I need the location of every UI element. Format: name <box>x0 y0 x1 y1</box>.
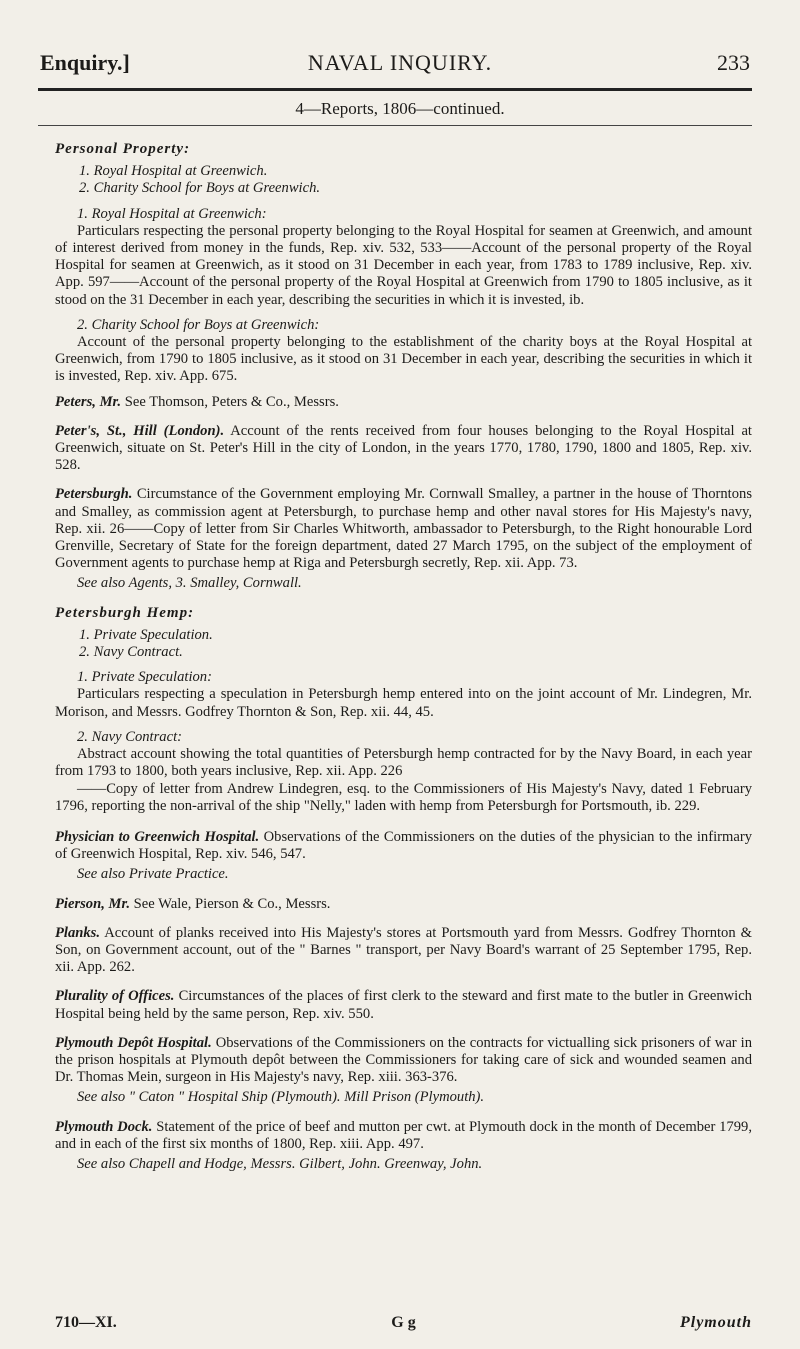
running-head-section: Enquiry.] <box>40 50 130 75</box>
footer-signature-mark: G g <box>391 1314 416 1331</box>
index-entry-peters-hill <box>55 423 752 475</box>
header-rule <box>38 88 752 91</box>
see-also: See also Private Practice. <box>77 866 229 883</box>
subsection-text: Particulars respecting a speculation in Petersburgh hemp entered into on the joint account of Mr. Lindegren, Mr. Morison, and Messrs. Godfrey Thornton & Son, Rep. xii. 44, 45. <box>55 686 752 720</box>
list-item: 1. Private Speculation. <box>79 626 213 643</box>
subsection-title: 2. Navy Contract: <box>77 728 182 745</box>
subsection-text: Particulars respecting the personal property belonging to the Royal Hospital for seamen at Greenwich, and amount of interest derived from money in the funds, Rep. xiv. 532, 533——Account of the personal property of the Royal Hospital for seamen at Greenwich, as it stood on 31 December in each year, from 1783 to 1789 inclusive, Rep. xiv. App. 597——Account of the personal property of the Royal Hospital at Greenwich from 1790 to 1805 inclusive, as it stood on the 31 December in each year, describing the securities in which it is invested, ib. <box>55 222 752 308</box>
footer-signature: 710—XI. <box>55 1314 117 1331</box>
index-entry-physician <box>55 829 752 863</box>
subsection-title: 1. Private Speculation: <box>77 669 212 686</box>
entry-text: Account of planks received into His Majesty's stores at Portsmouth yard from Messrs. Godfrey Thornton & Son, on Government account, out of the " Barnes " transport, per Navy Board's warrant of 25 September 1795, Rep. xii. App. 262. <box>55 924 753 976</box>
entry-text: Circumstances of the places of first clerk to the steward and first mate to the butler in Greenwich Hospital being held by the same person, Rep. xiv. 550. <box>55 988 752 1022</box>
index-entry-plymouth-dock <box>55 1119 752 1153</box>
entry-term: Planks. <box>55 924 101 941</box>
personal-property-list <box>79 163 752 197</box>
section-heading-personal-property: Personal Property: <box>55 141 191 157</box>
petersburgh-hemp-list <box>79 627 752 661</box>
list-item: 1. Royal Hospital at Greenwich. <box>79 163 268 180</box>
subsection-title: 2. Charity School for Boys at Greenwich: <box>77 316 320 333</box>
index-entry-plurality <box>55 988 752 1022</box>
entry-text: Circumstance of the Government employing Mr. Cornwall Smalley, a partner in the house of Thorntons and Smalley, as commission agent at Petersburgh, to purchase hemp and other naval stores for His Majesty's navy, Rep. xii. 26——Copy of letter from Sir Charles Whitworth, ambassador to Petersburgh, to the Right honourable Lord Grenville, Secretary of State for the foreign department, dated 27 March 1795, on the subject of the employment of Government agents to purchase hemp at Riga and Petersburgh secretly, Rep. xii. App. 73. <box>55 486 752 572</box>
entry-text: See Wale, Pierson & Co., Messrs. <box>133 895 331 912</box>
running-head-title: NAVAL INQUIRY. <box>307 50 493 75</box>
entry-term: Peter's, St., Hill (London). <box>55 422 225 439</box>
index-entry-peters <box>55 394 752 411</box>
see-also: See also Agents, 3. Smalley, Cornwall. <box>77 575 302 592</box>
entry-term: Physician to Greenwich Hospital. <box>55 828 260 845</box>
entry-term: Peters, Mr. <box>55 393 122 410</box>
subsection-text: Account of the personal property belonging to the establishment of the charity boys at the Royal Hospital at Greenwich, from 1790 to 1805 inclusive, as it stood on 31 December in each year, describing the securities in which it is invested, Rep. xiv. App. 675. <box>55 334 752 385</box>
catchword: Plymouth <box>679 1314 752 1331</box>
entry-term: Plymouth Depôt Hospital. <box>55 1034 212 1051</box>
entry-term: Pierson, Mr. <box>55 895 131 912</box>
list-item: 2. Charity School for Boys at Greenwich. <box>79 180 321 197</box>
index-entry-planks <box>55 925 752 977</box>
entry-term: Plymouth Dock. <box>55 1118 153 1135</box>
see-also: See also " Caton " Hospital Ship (Plymouth). Mill Prison (Plymouth). <box>77 1089 485 1106</box>
section-heading-petersburgh-hemp: Petersburgh Hemp: <box>55 604 195 621</box>
entry-text: Statement of the price of beef and mutton per cwt. at Plymouth dock in the month of December 1799, and in each of the first six months of 1800, Rep. xiii. App. 497. <box>55 1118 753 1152</box>
page-number: 233 <box>717 50 750 75</box>
see-also: See also Chapell and Hodge, Messrs. Gilbert, John. Greenway, John. <box>77 1155 483 1172</box>
entry-text: Observations of the Commissioners on the duties of the physician to the infirmary of Greenwich Hospital, Rep. xiv. 546, 547. <box>55 828 752 863</box>
entry-text: See Thomson, Peters & Co., Messrs. <box>124 393 339 410</box>
index-entry-plymouth-depot <box>55 1035 752 1087</box>
index-content <box>55 141 752 1185</box>
entry-text: Account of the rents received from four houses belonging to the Royal Hospital at Greenwich, situate on St. Peter's Hill in the city of London, in the years 1770, 1780, 1790, 1800 and 1805, Rep. xiv. 528. <box>55 422 752 474</box>
list-item: 2. Navy Contract. <box>79 644 183 661</box>
index-entry-petersburgh <box>55 486 752 572</box>
entry-term: Petersburgh. <box>55 486 133 503</box>
subsection-title: 1. Royal Hospital at Greenwich: <box>77 205 267 222</box>
entry-term: Plurality of Offices. <box>55 988 175 1005</box>
subsection-text: ——Copy of letter from Andrew Lindegren, esq. to the Commissioners of His Majesty's Navy, dated 1 February 1796, reporting the non-arrival of the ship "Nelly," laden with hemp from Petersburgh for Portsmouth, ib. 229. <box>55 780 752 814</box>
running-head <box>0 50 800 80</box>
index-entry-pierson <box>55 896 752 913</box>
entry-text: Observations of the Commissioners on the contracts for victualling sick prisoners of war in the prison hospitals at Plymouth depôt between the Commissioners for taking care of sick and wounded seamen and Dr. Thomas Mein, surgeon in His Majesty's navy, Rep. xiii. 363-376. <box>55 1034 752 1086</box>
subsection-text: Abstract account showing the total quantities of Petersburgh hemp contracted for by the Navy Board, in each year from 1793 to 1800, both years inclusive, Rep. xii. App. 226 <box>55 746 752 780</box>
report-subtitle: 4—Reports, 1806—continued. <box>295 99 505 118</box>
subtitle-rule <box>38 125 752 126</box>
